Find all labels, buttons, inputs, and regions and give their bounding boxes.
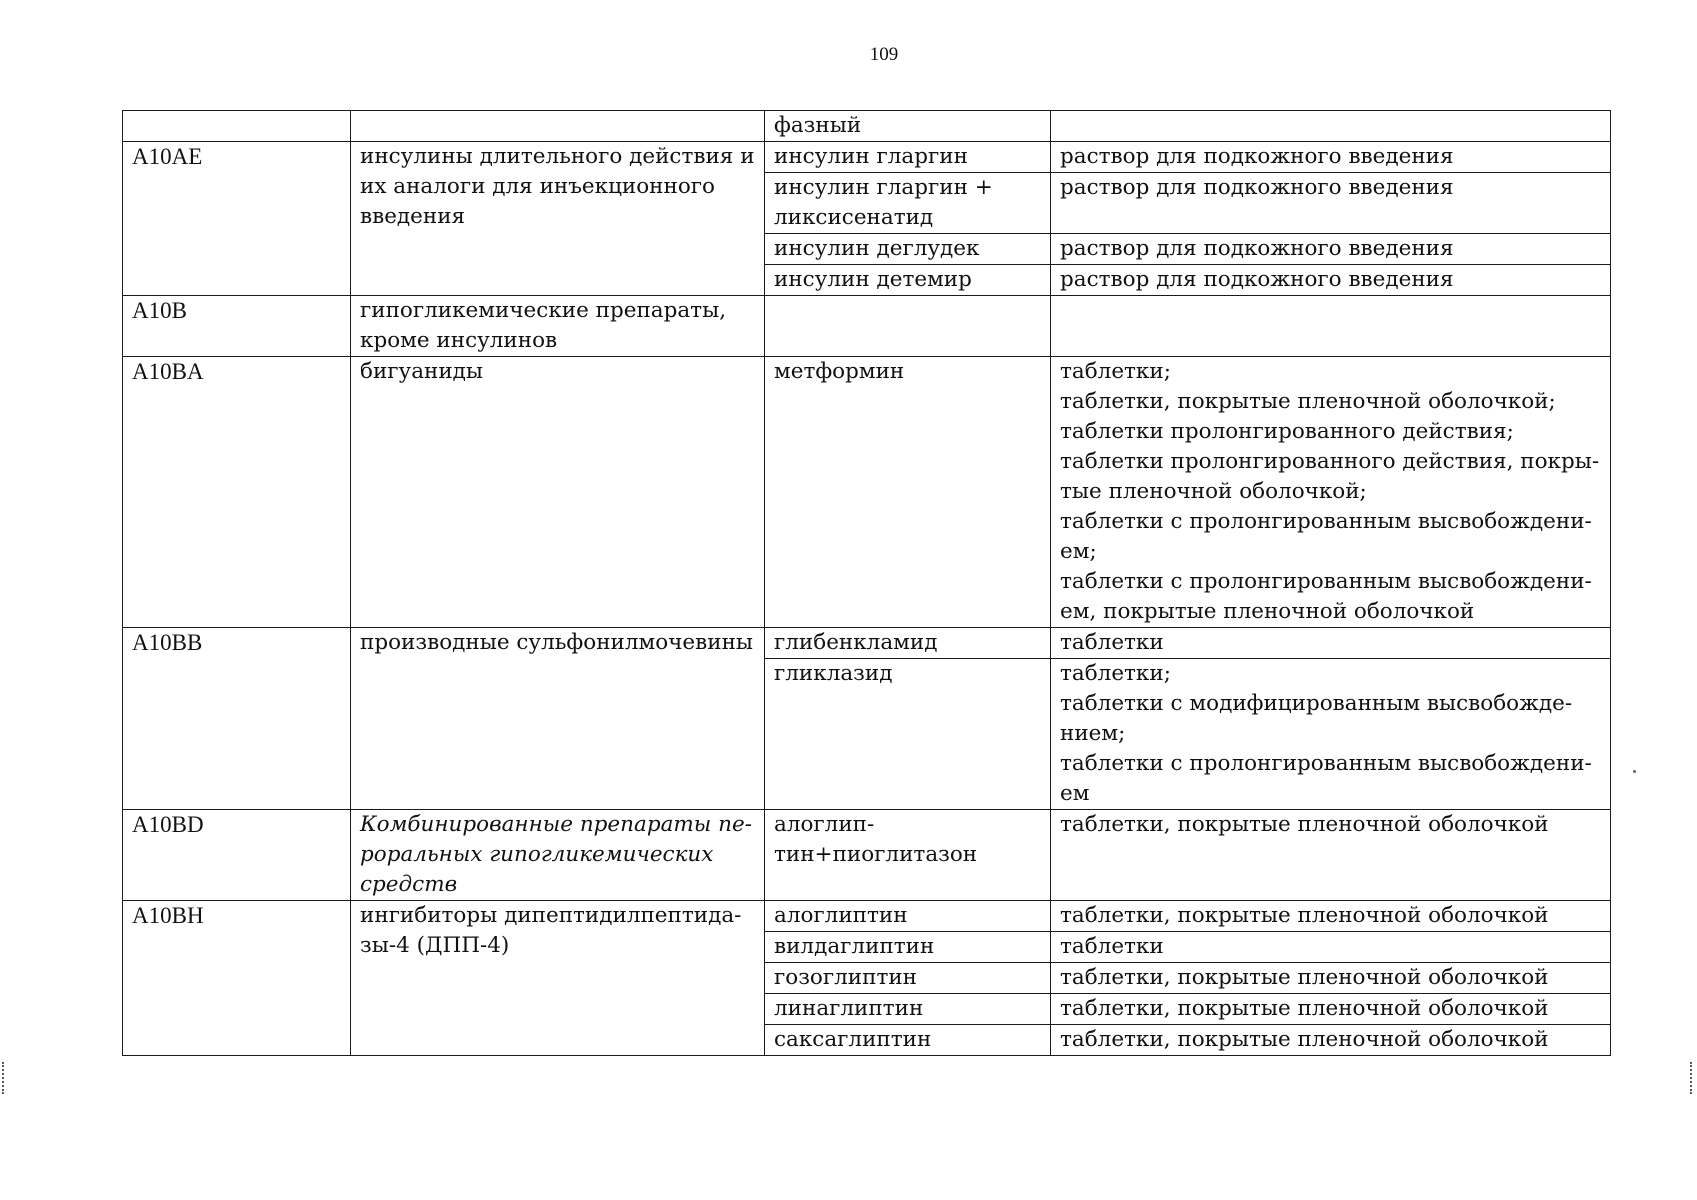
- form-cell: таблетки: [1051, 932, 1611, 963]
- form-cell: таблетки, покрытые пленочной оболочкой: [1051, 901, 1611, 932]
- atc-code-cell: A10AE: [123, 142, 351, 296]
- scan-edge-mark: [2, 1062, 6, 1094]
- atc-code-cell: A10BA: [123, 357, 351, 628]
- drug-cell: саксаглиптин: [765, 1025, 1051, 1056]
- drug-cell: [765, 810, 1051, 901]
- group-line: роральных гипогликемических: [360, 842, 714, 867]
- form-line: таблетки с пролонгированным высвобождени-: [1060, 569, 1592, 594]
- form-line: таблетки с модифицированным высвобожде-: [1060, 691, 1573, 716]
- form-line: таблетки;: [1060, 359, 1171, 384]
- form-line: таблетки с пролонгированным высвобождени-: [1060, 509, 1592, 534]
- scan-speck: [1633, 770, 1636, 773]
- form-line: таблетки, покрытые пленочной оболочкой;: [1060, 389, 1556, 414]
- form-line: нием;: [1060, 721, 1126, 746]
- atc-code-cell: A10BD: [123, 810, 351, 901]
- drug-cell: [765, 296, 1051, 357]
- form-cell: таблетки, покрытые пленочной оболочкой: [1051, 994, 1611, 1025]
- drug-cell: глибенкламид: [765, 628, 1051, 659]
- atc-code-cell: A10BH: [123, 901, 351, 1056]
- form-cell: [1051, 111, 1611, 142]
- table-row: [123, 111, 1611, 142]
- drug-cell: инсулин детемир: [765, 265, 1051, 296]
- group-cell: бигуаниды: [351, 357, 765, 628]
- group-cell: инсулины длительного действия и их аналоги для инъекционного введения: [351, 142, 765, 296]
- group-line: ингибиторы дипептидилпептида-: [360, 903, 742, 928]
- drug-cell: алоглиптин: [765, 901, 1051, 932]
- form-line: таблетки с пролонгированным высвобождени-: [1060, 751, 1592, 776]
- group-cell: гипогликемические препараты, кроме инсулинов: [351, 296, 765, 357]
- form-cell: таблетки, покрытые пленочной оболочкой: [1051, 810, 1611, 901]
- drug-line: тин+пиоглитазон: [774, 842, 978, 867]
- group-cell: производные сульфонилмочевины: [351, 628, 765, 810]
- drug-line: алоглип-: [774, 812, 875, 837]
- group-cell: [351, 111, 765, 142]
- form-cell: [1051, 357, 1611, 628]
- drug-cell: гликлазид: [765, 659, 1051, 810]
- atc-code-cell: [123, 111, 351, 142]
- form-cell: таблетки, покрытые пленочной оболочкой: [1051, 963, 1611, 994]
- drug-table: [122, 110, 1611, 1056]
- atc-code-cell: A10B: [123, 296, 351, 357]
- form-cell: [1051, 659, 1611, 810]
- form-line: таблетки пролонгированного действия;: [1060, 419, 1514, 444]
- drug-cell: фазный: [765, 111, 1051, 142]
- form-line: таблетки;: [1060, 661, 1171, 686]
- group-cell: [351, 810, 765, 901]
- drug-cell: [765, 173, 1051, 234]
- form-cell: раствор для подкожного введения: [1051, 265, 1611, 296]
- table-row: [123, 901, 1611, 932]
- drug-cell: линаглиптин: [765, 994, 1051, 1025]
- drug-cell: инсулин гларгин: [765, 142, 1051, 173]
- group-line: средств: [360, 872, 458, 897]
- form-cell: [1051, 296, 1611, 357]
- drug-line: инсулин гларгин + ликсисенатид: [774, 175, 993, 230]
- table-row: [123, 357, 1611, 628]
- form-cell: таблетки, покрытые пленочной оболочкой: [1051, 1025, 1611, 1056]
- form-cell: раствор для подкожного введения: [1051, 234, 1611, 265]
- drug-cell: метформин: [765, 357, 1051, 628]
- form-cell: таблетки: [1051, 628, 1611, 659]
- table-row: [123, 142, 1611, 173]
- form-line: тые пленочной оболочкой;: [1060, 479, 1367, 504]
- form-line: таблетки пролонгированного действия, покры-: [1060, 449, 1600, 474]
- drug-cell: инсулин деглудек: [765, 234, 1051, 265]
- table-row: [123, 628, 1611, 659]
- drug-cell: вилдаглиптин: [765, 932, 1051, 963]
- table-row: [123, 296, 1611, 357]
- form-cell: раствор для подкожного введения: [1051, 142, 1611, 173]
- atc-code-cell: A10BB: [123, 628, 351, 810]
- page-number: 109: [869, 44, 899, 65]
- scan-edge-mark: [1690, 1062, 1694, 1094]
- form-line: ем;: [1060, 539, 1097, 564]
- form-line: ем, покрытые пленочной оболочкой: [1060, 599, 1475, 624]
- group-line: зы-4 (ДПП-4): [360, 933, 510, 958]
- form-line: ем: [1060, 781, 1090, 806]
- table-row: [123, 810, 1611, 901]
- form-cell: раствор для подкожного введения: [1051, 173, 1611, 234]
- drug-cell: гозоглиптин: [765, 963, 1051, 994]
- group-cell: [351, 901, 765, 1056]
- group-line: Комбинированные препараты пе-: [360, 812, 752, 837]
